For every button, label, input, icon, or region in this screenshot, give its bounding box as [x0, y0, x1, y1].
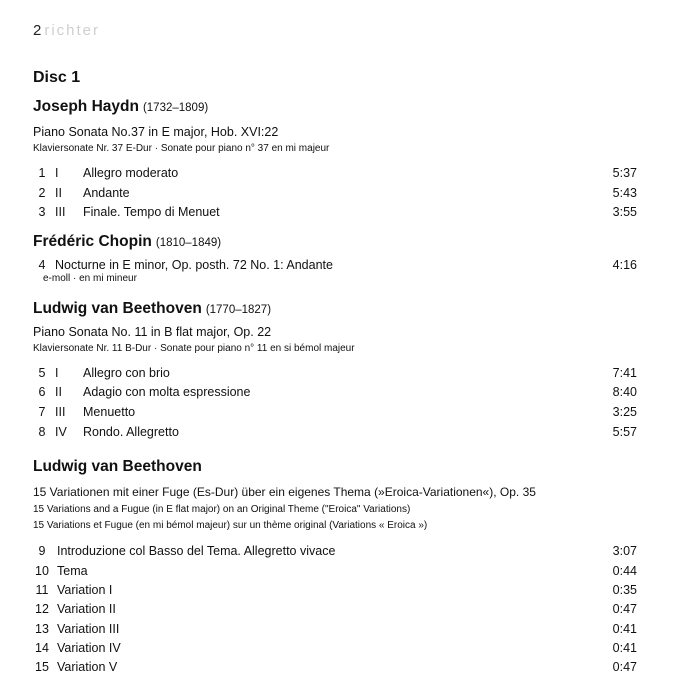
track-number: 13	[35, 622, 49, 636]
disc-title: Disc 1	[33, 69, 81, 86]
track-number: 5	[38, 366, 46, 380]
track-row	[33, 660, 637, 678]
track-subtitle: e-moll · en mi mineur	[43, 273, 137, 284]
track-number: 10	[35, 564, 49, 578]
track-duration: 5:37	[612, 166, 637, 180]
track-row	[33, 602, 637, 620]
track-duration: 5:57	[612, 425, 637, 439]
track-title: Rondo. Allegretto	[83, 425, 179, 439]
work-title: Piano Sonata No. 11 in B flat major, Op. 22	[33, 325, 272, 339]
page-number: 2	[33, 22, 43, 39]
track-title: Variation IV	[57, 641, 121, 655]
brand-logo-text: richter	[44, 22, 101, 39]
track-duration: 7:41	[612, 366, 637, 380]
movement-number: II	[55, 186, 62, 200]
composer-name: Ludwig van Beethoven	[33, 300, 202, 317]
track-duration: 3:55	[612, 205, 637, 219]
track-row	[33, 405, 637, 423]
track-number: 4	[38, 258, 46, 272]
track-number: 11	[35, 583, 49, 597]
track-row	[33, 166, 637, 184]
movement-number: IV	[55, 425, 67, 439]
track-duration: 0:41	[612, 641, 637, 655]
movement-number: II	[55, 385, 62, 399]
composer-chopin	[33, 233, 221, 251]
movement-number: III	[55, 405, 66, 419]
track-number: 12	[35, 602, 49, 616]
work-subtitle: Klaviersonate Nr. 37 E-Dur · Sonate pour piano n° 37 en mi majeur	[33, 143, 330, 154]
track-duration: 0:44	[612, 564, 637, 578]
track-title: Variation II	[57, 602, 116, 616]
work-title: Piano Sonata No.37 in E major, Hob. XVI:22	[33, 125, 279, 139]
work-subtitle: Klaviersonate Nr. 11 B-Dur · Sonate pour piano n° 11 en si bémol majeur	[33, 343, 355, 354]
track-title: Finale. Tempo di Menuet	[83, 205, 220, 219]
track-title: Variation III	[57, 622, 120, 636]
track-number: 8	[38, 425, 46, 439]
track-duration: 8:40	[612, 385, 637, 399]
track-number: 2	[38, 186, 46, 200]
composer-dates: (1770–1827)	[205, 304, 272, 316]
track-duration: 3:07	[612, 544, 637, 558]
track-duration: 0:41	[612, 622, 637, 636]
movement-number: I	[55, 166, 59, 180]
track-title: Andante	[83, 186, 130, 200]
track-title: Nocturne in E minor, Op. posth. 72 No. 1: Andante	[55, 258, 333, 272]
track-title: Adagio con molta espressione	[83, 385, 251, 399]
track-number: 7	[38, 405, 46, 419]
track-row	[33, 186, 637, 204]
track-row	[33, 258, 637, 290]
composer-beethoven	[33, 300, 271, 318]
movement-number: I	[55, 366, 59, 380]
composer-name: Frédéric Chopin	[33, 233, 152, 250]
composer-dates: (1732–1809)	[142, 102, 209, 114]
track-title: Tema	[57, 564, 88, 578]
track-duration: 3:25	[612, 405, 637, 419]
track-row	[33, 564, 637, 582]
track-duration: 0:47	[612, 660, 637, 674]
track-duration: 0:35	[612, 583, 637, 597]
movement-number: III	[55, 205, 66, 219]
work-title-en: 15 Variations and a Fugue (in E flat major) on an Original Theme ("Eroica" Variations)	[33, 504, 411, 515]
track-row	[33, 425, 637, 443]
track-row	[33, 205, 637, 223]
track-number: 14	[35, 641, 49, 655]
track-number: 6	[38, 385, 46, 399]
track-duration: 5:43	[612, 186, 637, 200]
track-row	[33, 366, 637, 384]
page-header	[33, 22, 100, 39]
track-duration: 4:16	[612, 258, 637, 272]
work-title-de: 15 Variationen mit einer Fuge (Es-Dur) über ein eigenes Thema (»Eroica-Variationen«), Op. 35	[33, 485, 536, 499]
track-number: 9	[38, 544, 46, 558]
composer-haydn	[33, 98, 208, 116]
track-title: Menuetto	[83, 405, 136, 419]
track-title: Allegro moderato	[83, 166, 179, 180]
work-title-fr: 15 Variations et Fugue (en mi bémol majeur) sur un thème original (Variations « Eroica »)	[33, 520, 428, 531]
track-row	[33, 385, 637, 403]
composer-beethoven	[33, 458, 202, 476]
track-number: 15	[35, 660, 49, 674]
track-title: Variation I	[57, 583, 113, 597]
track-number: 1	[38, 166, 46, 180]
track-title: Allegro con brio	[83, 366, 170, 380]
composer-dates: (1810–1849)	[155, 237, 222, 249]
composer-name: Ludwig van Beethoven	[33, 458, 202, 475]
track-title: Variation V	[57, 660, 118, 674]
composer-name: Joseph Haydn	[33, 98, 139, 115]
track-title: Introduzione col Basso del Tema. Allegretto vivace	[57, 544, 336, 558]
track-row	[33, 622, 637, 640]
track-row	[33, 544, 637, 562]
track-row	[33, 583, 637, 601]
track-duration: 0:47	[612, 602, 637, 616]
track-row	[33, 641, 637, 659]
track-number: 3	[38, 205, 46, 219]
